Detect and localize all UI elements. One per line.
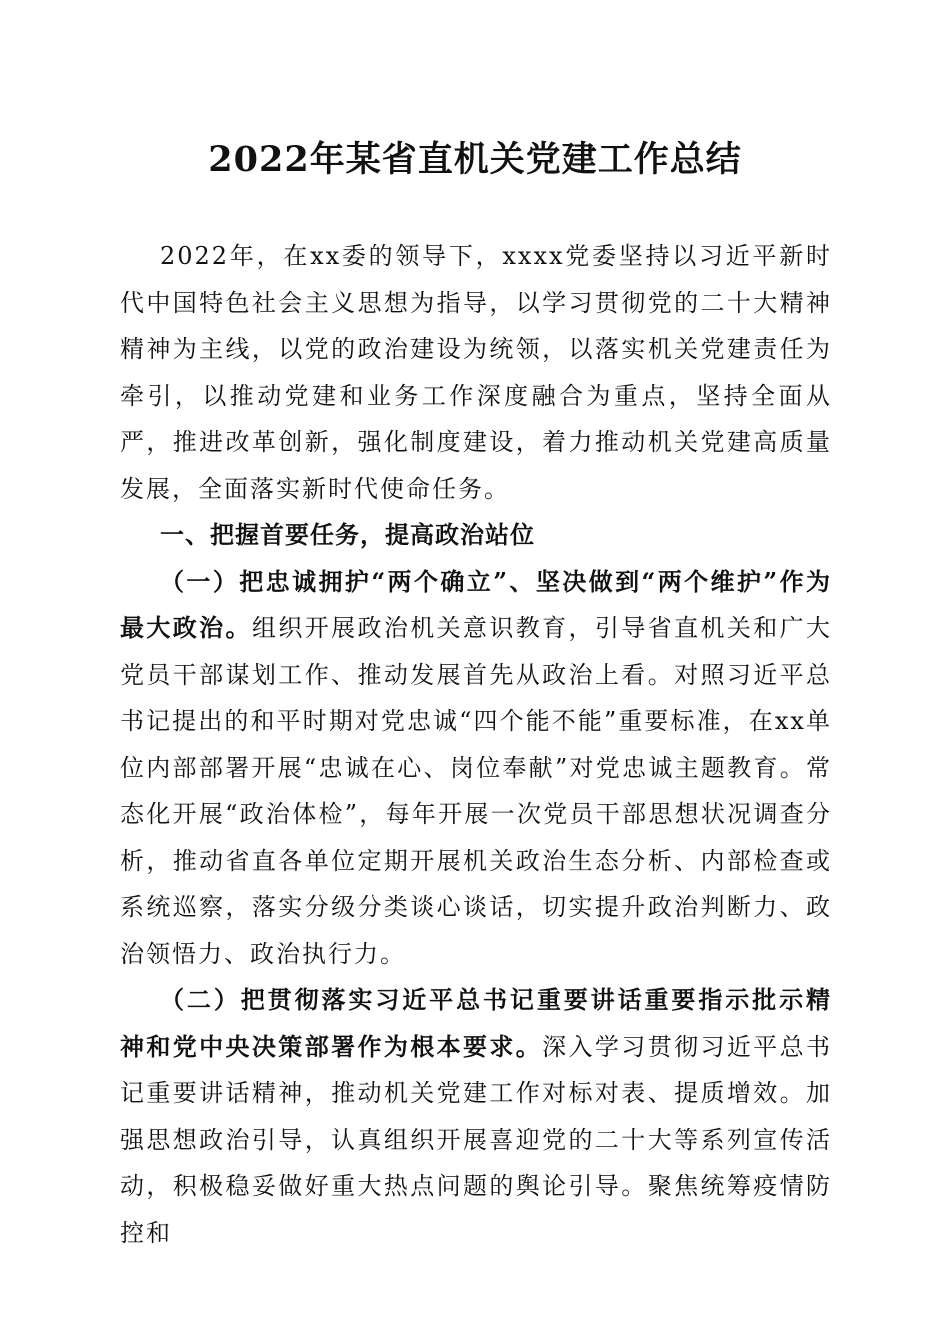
item-lead-1: （一）把忠诚拥护“两个确立”、坚决做到“两个维护”作为最大政治。 [120,566,832,642]
document-body [120,233,832,1256]
item-text-2: 深入学习贯彻习近平总书记重要讲话精神，推动机关党建工作对标对表、提质增效。加强思想政治引导，认真组织开展喜迎党的二十大等系列宣传活动，积极稳妥做好重大热点问题的舆论引导。聚焦统筹疫情防控和 [120,1032,833,1247]
item-text-1: 组织开展政治机关意识教育，引导省直机关和广大党员干部谋划工作、推动发展首先从政治上看。对照习近平总书记提出的和平时期对党忠诚“四个能不能”重要标准，在xx单位内部部署开展“忠诚在心、岗位奉献”对党忠诚主题教育。常态化开展“政治体检”，每年开展一次党员干部思想状况调查分析，推动省直各单位定期开展机关政治生态分析、内部检查或系统巡察，落实分级分类谈心谈话，切实提升政治判断力、政治领悟力、政治执行力。 [120,614,833,968]
item-lead-2: （二）把贯彻落实习近平总书记重要讲话重要指示批示精神和党中央决策部署作为根本要求。 [120,985,832,1061]
section-heading: 一、把握首要任务，提高政治站位 [160,521,535,549]
item-paragraph-1 [120,559,832,978]
document-title: 2022年某省直机关党建工作总结 [208,139,742,180]
intro-paragraph: 2022年，在xx委的领导下，xxxx党委坚持以习近平新时代中国特色社会主义思想为指导，以学习贯彻党的二十大精神精神为主线，以党的政治建设为统领，以落实机关党建责任为牵引，以推动党建和业务工作深度融合为重点，坚持全面从严，推进改革创新，强化制度建设，着力推动机关党建高质量发展，全面落实新时代使命任务。 [120,242,832,503]
item-paragraph-2 [120,977,832,1256]
